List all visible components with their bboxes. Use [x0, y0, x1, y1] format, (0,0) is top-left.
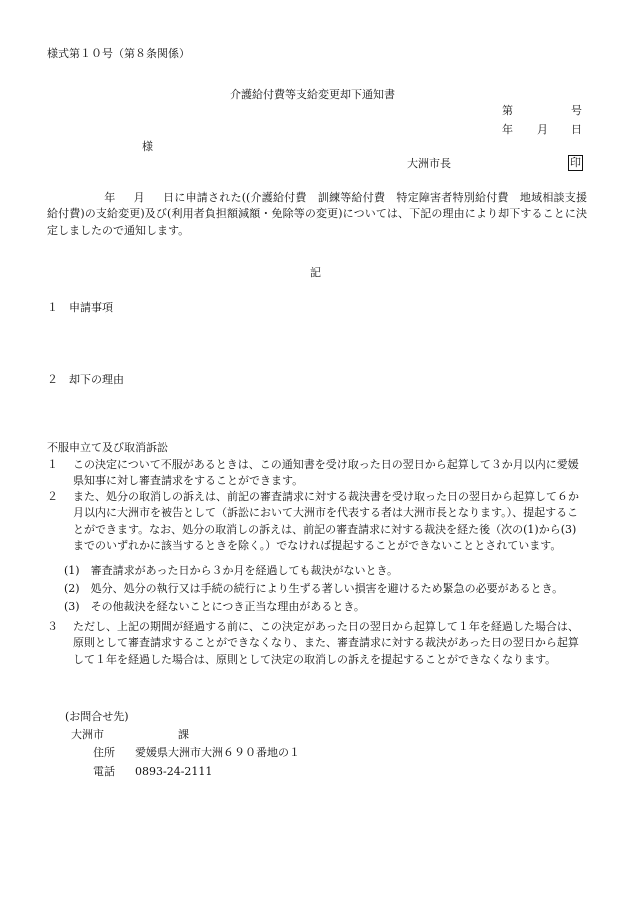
intro-month: 月 [133, 191, 145, 204]
appeal-item-2-text: また、処分の取消しの訴えは、前記の審査請求に対する裁決書を受け取った日の翌日から起算して６か月以内に大洲市を被告として（訴訟において大洲市を代表する者は大洲市長となります。）、提起することができます。なお、処分の取消しの訴えは、前記の審査請求に対する裁決を経た後（次の(1)から(3)までのいずれかに該当するときを除く。）でなければ提起することができないこととされています。 [73, 490, 579, 552]
contact-phone: 0893-24-2111 [135, 765, 213, 778]
seal-box: 印 [570, 156, 581, 169]
document-title: 介護給付費等支給変更却下通知書 [230, 88, 395, 101]
issuer-name: 大洲市長 [407, 157, 451, 170]
appeal-subitem-2-number: (2) [64, 582, 80, 595]
section-1 [47, 301, 113, 314]
section-2 [47, 373, 124, 386]
contact-phone-label: 電話 [93, 765, 115, 778]
appeal-item-2-number: ２ [47, 490, 58, 503]
contact-phone-row [93, 765, 212, 778]
appeal-heading: 不服申立て及び取消訴訟 [47, 441, 168, 454]
addressee-suffix: 様 [142, 140, 153, 153]
contact-city: 大洲市 [71, 728, 104, 741]
appeal-item-2 [47, 489, 587, 554]
appeal-subitem-3-number: (3) [64, 600, 80, 613]
contact-address-label: 住所 [93, 746, 115, 759]
contact-ka: 課 [178, 728, 189, 741]
section-2-number: ２ [47, 373, 58, 386]
intro-paragraph [47, 190, 587, 239]
appeal-subitem-1 [64, 563, 594, 579]
appeal-subitem-1-number: (1) [64, 564, 80, 577]
contact-heading: (お問合せ先) [65, 710, 129, 723]
section-2-label: 却下の理由 [69, 373, 124, 386]
seal-mark [568, 155, 583, 171]
date-year: 年 [502, 123, 513, 136]
intro-year: 年 [104, 191, 116, 204]
appeal-item-1-text: この決定について不服があるときは、この通知書を受け取った日の翌日から起算して３か月以内に愛媛県知事に対し審査請求をすることができます。 [73, 458, 579, 488]
appeal-item-3 [47, 619, 587, 668]
appeal-item-3-text: ただし、上記の期間が経過する前に、この決定があった日の翌日から起算して１年を経過した場合は、原則として審査請求することができなくなり、また、審査請求に対する裁決があった日の翌日から起算して１年を経過した場合は、原則として決定の取消しの訴えを提起することができなくなります。 [73, 620, 579, 666]
contact-address: 愛媛県大洲市大洲６９０番地の１ [135, 746, 300, 759]
appeal-subitem-3 [64, 599, 594, 615]
ki-heading: 記 [310, 266, 321, 279]
appeal-subitem-3-text: その他裁決を経ないことにつき正当な理由があるとき。 [90, 600, 365, 613]
section-1-label: 申請事項 [69, 301, 113, 314]
doc-number-dai: 第 [502, 104, 513, 117]
contact-address-row [93, 746, 300, 759]
form-number: 様式第１０号（第８条関係） [47, 47, 190, 60]
appeal-item-3-number: ３ [47, 620, 58, 633]
appeal-item-1 [47, 457, 587, 490]
date-day: 日 [571, 123, 582, 136]
intro-text: 日に申請された((介護給付費 訓練等給付費 特定障害者特別給付費 地域相談支援給付費)の支給変更)及び(利用者負担額減額・免除等の変更)については、下記の理由により却下することに決定しましたので通知します。 [47, 191, 587, 237]
appeal-subitem-2 [64, 581, 594, 597]
doc-number-go: 号 [571, 104, 582, 117]
appeal-subitem-2-text: 処分、処分の執行又は手続の続行により生ずる著しい損害を避けるため緊急の必要があるとき。 [90, 582, 564, 595]
appeal-subitem-1-text: 審査請求があった日から３か月を経過しても裁決がないとき。 [90, 564, 399, 577]
date-month: 月 [537, 123, 548, 136]
section-1-number: １ [47, 301, 58, 314]
appeal-item-1-number: １ [47, 458, 58, 471]
